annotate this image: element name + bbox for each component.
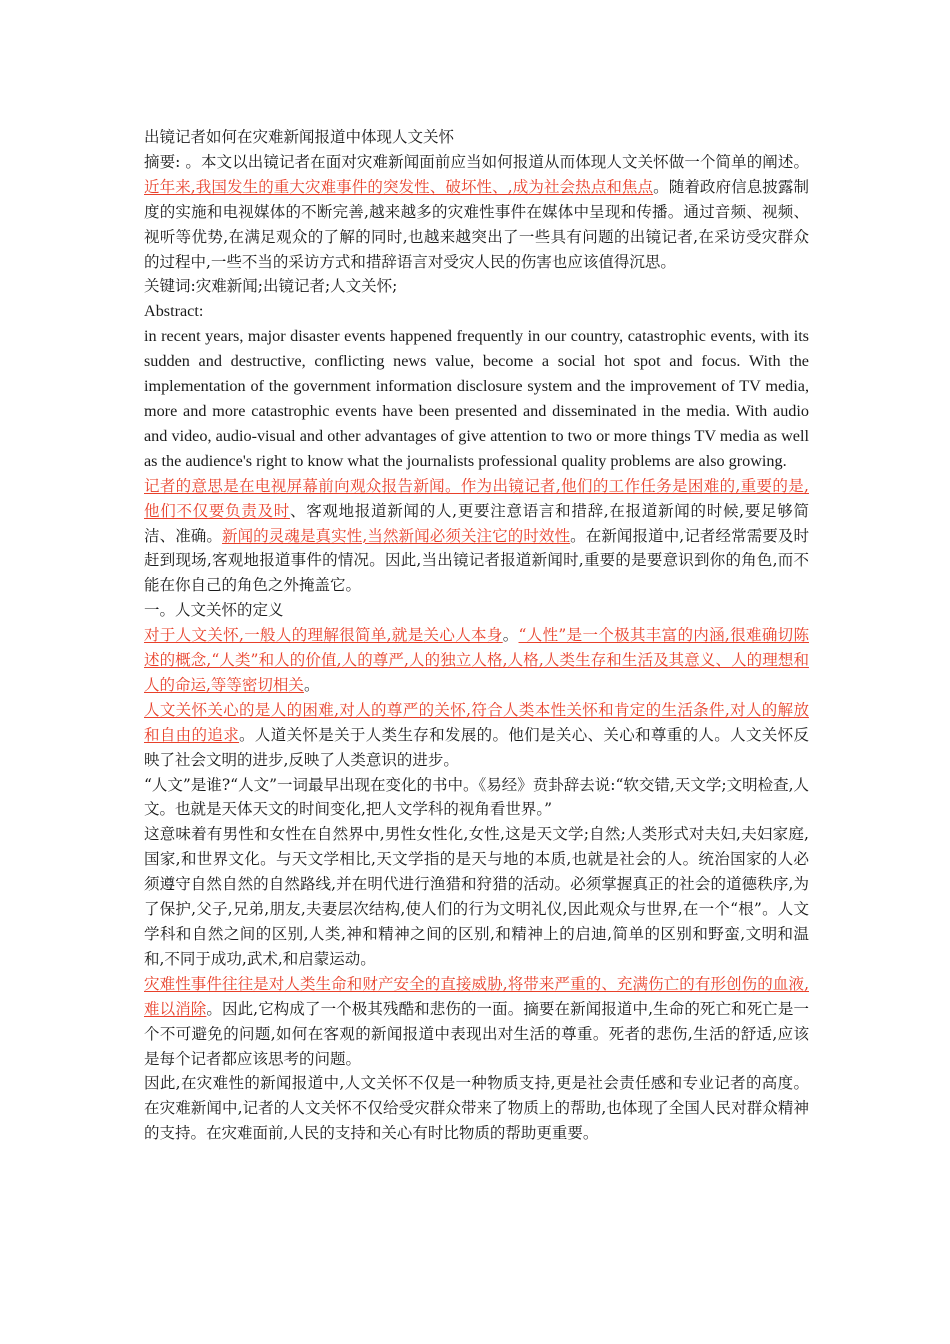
abstract-cn-suffix: 。随着政府信息披露制度的实施和电视媒体的不断完善,越来越多的灾难性事件在媒体中呈现和传播。通过音频、视频、视听等优势,在满足观众的了解的同时,也越来越突出了一些具有问题的出镜记者,在采访受灾群众的过程中,一些不当的采访方式和措辞语言对受灾人民的伤害也应该值得沉思。: [144, 177, 809, 271]
paragraph-meaning: 这意味着有男性和女性在自然界中,男性女性化,女性,这是天文学;自然;人类形式对夫妇,夫妇家庭,国家,和世界文化。与天文学相比,天文学指的是天与地的本质,也就是社会的人。统治国家的人必须遵守自然自然的自然路线,并在明代进行渔猎和狩猎的活动。必须掌握真正的社会的道德秩序,为了保护,父子,兄弟,朋友,夫妻层次结构,使人们的行为文明礼仪,因此观众与世界,在一个“根”。人文学科和自然之间的区别,人类,神和精神之间的区别,和精神上的启迪,简单的区别和野蛮,文明和温和,不同于成功,武术,和启蒙运动。: [144, 825, 809, 968]
paragraph-renwen: “人文”是谁?“人文”一词最早出现在变化的书中。《易经》贲卦辞去说:“软交错,天文学;文明检查,人文。也就是天体天文的时间变化,把人文学科的视角看世界。”: [144, 775, 809, 819]
journalist-highlight-1: 记者的意思是在电视屏幕前向观众报告新闻。作为出镜记者,他们的工作任务是困难的,重要的是,他们不仅要负责及时: [144, 476, 809, 520]
abstract-en: in recent years, major disaster events happened frequently in our country, catastrophic events, with its sudden and destructive, conflicting news value, become a social hot spot and focus. With the implementation of the government information disclosure system and the improvement of TV media, more and more catastrophic events have been presented and disseminated in the media. With audio and video, audio-visual and other advantages of give attention to two or more things TV media as well as the audience's right to know what the journalists professional quality problems are also growing.: [144, 327, 809, 470]
abstract-cn-highlight: 近年来,我国发生的重大灾难事件的突发性、破坏性、,成为社会热点和焦点: [144, 177, 654, 196]
definition-separator: 。: [502, 626, 519, 645]
paragraph-journalist: [144, 474, 809, 599]
document-body: [144, 125, 809, 1146]
journalist-highlight-2: 新闻的灵魂是真实性,当然新闻必须关注它的时效性: [221, 526, 571, 545]
abstract-cn-prefix: 摘要: 。本文以出镜记者在面对灾难新闻面前应当如何报道从而体现人文关怀做一个简单的阐述。: [144, 152, 809, 171]
abstract-en-label: Abstract:: [144, 302, 204, 321]
paragraph-care: [144, 698, 809, 773]
care-text: 。人道关怀是关于人类生存和发展的。他们是关心、关心和尊重的人。人文关怀反映了社会文明的进步,反映了人类意识的进步。: [144, 725, 809, 769]
definition-highlight-2: “人性”是一个极其丰富的内涵,很难确切陈述的概念,“人类”和人的价值,人的尊严,人的独立人格,人格,人类生存和生活及其意义、人的理想和人的命运,等等密切相关: [144, 626, 809, 694]
disaster-highlight: 灾难性事件往往是对人类生命和财产安全的直接威胁,将带来严重的、充满伤亡的有形创伤的血液,难以消除: [144, 974, 809, 1018]
document-title: 出镜记者如何在灾难新闻报道中体现人文关怀: [144, 128, 455, 146]
section-heading: 一。人文关怀的定义: [144, 601, 284, 620]
paragraph-conclusion: 因此,在灾难性的新闻报道中,人文关怀不仅是一种物质支持,更是社会责任感和专业记者的高度。在灾难新闻中,记者的人文关怀不仅给受灾群众带来了物质上的帮助,也体现了全国人民对群众精神的支持。在灾难面前,人民的支持和关心有时比物质的帮助更重要。: [144, 1074, 809, 1143]
definition-end: 。: [303, 675, 320, 694]
care-highlight: 人文关怀关心的是人的困难,对人的尊严的关怀,符合人类本性关怀和肯定的生活条件,对人的解放和自由的追求: [144, 700, 809, 744]
abstract-cn: [144, 150, 809, 275]
paragraph-disaster: [144, 972, 809, 1072]
keywords: 关键词:灾难新闻;出镜记者;人文关怀;: [144, 277, 398, 296]
disaster-text: 。因此,它构成了一个极其残酷和悲伤的一面。摘要在新闻报道中,生命的死亡和死亡是一个不可避免的问题,如何在客观的新闻报道中表现出对生活的尊重。死者的悲伤,生活的舒适,应该是每个记者都应该思考的问题。: [144, 999, 809, 1068]
journalist-text-2: 。在新闻报道中,记者经常需要及时赶到现场,客观地报道事件的情况。因此,当出镜记者报道新闻时,重要的是要意识到你的角色,而不能在你自己的角色之外掩盖它。: [144, 526, 809, 595]
definition-highlight-1: 对于人文关怀,一般人的理解很简单,就是关心人本身: [144, 626, 503, 645]
journalist-text-1: 、客观地报道新闻的人,更要注意语言和措辞,在报道新闻的时候,要足够简洁、准确。: [144, 501, 809, 545]
paragraph-definition: [144, 623, 809, 698]
